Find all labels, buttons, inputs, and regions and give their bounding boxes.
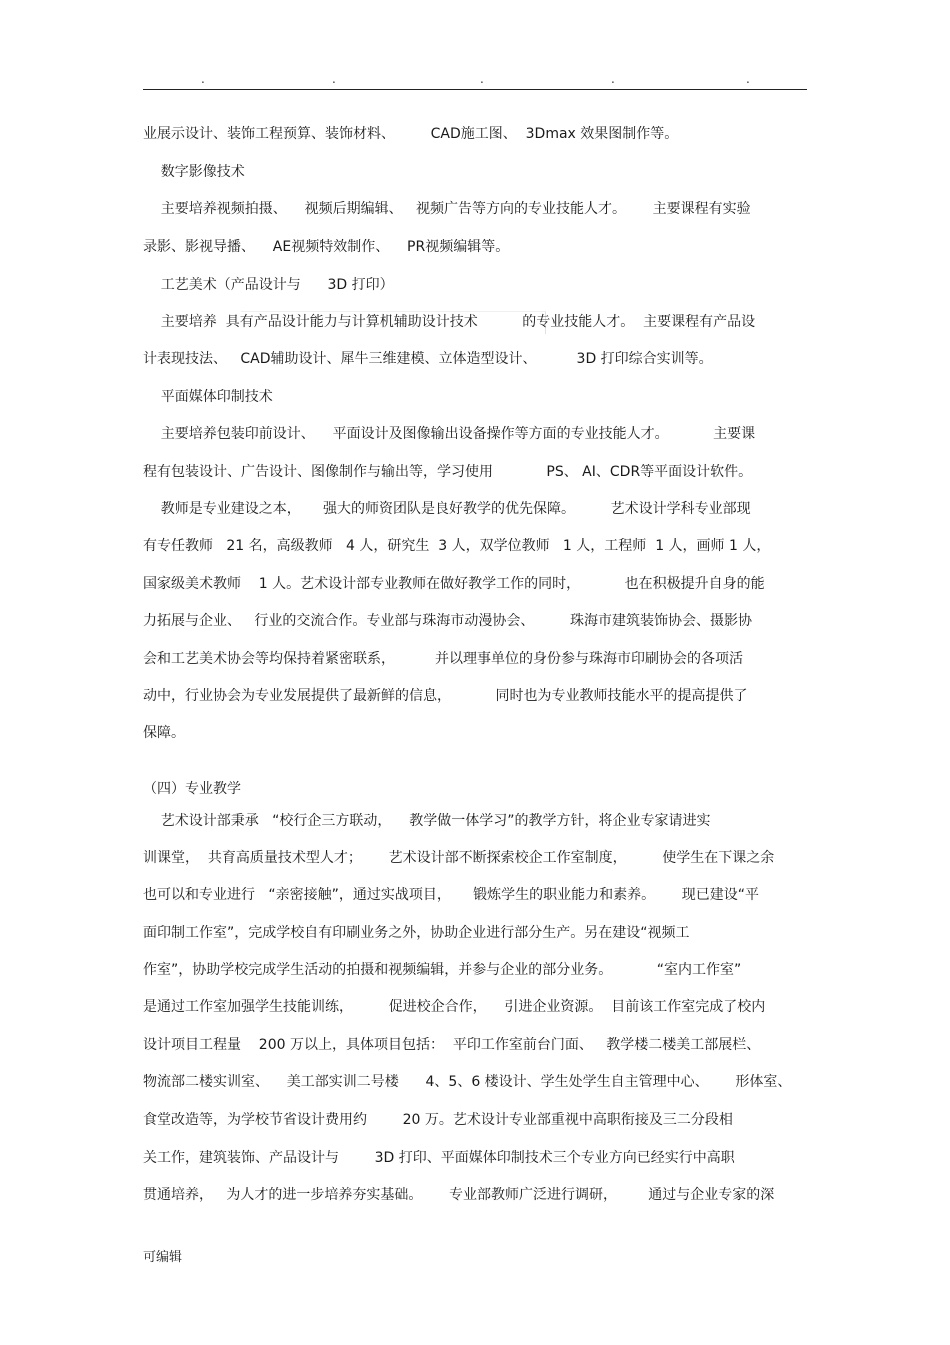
header-dot: .: [611, 72, 615, 86]
body-line: 业展示设计、装饰工程预算、装饰材料、 CAD施工图、 3Dmax 效果图制作等。: [143, 126, 679, 142]
body-line: 训课堂， 共育高质量技术型人才； 艺术设计部不断探索校企工作室制度， 使学生在下课之余: [143, 850, 775, 866]
header-rule: [143, 89, 807, 90]
body-line: 也可以和专业进行 “亲密接触”，通过实战项目， 锻炼学生的职业能力和素养。 现已建设“平: [143, 887, 760, 903]
body-line: 面印制工作室”，完成学校自有印刷业务之外，协助企业进行部分生产。另在建设“视频工: [143, 925, 690, 941]
section-heading: 工艺美术（产品设计与 3D 打印）: [143, 277, 394, 293]
body-line: 主要培养视频拍摄、 视频后期编辑、 视频广告等方向的专业技能人才。 主要课程有实验: [143, 201, 751, 217]
header-dot: .: [332, 72, 336, 86]
body-line: 保障。: [143, 725, 185, 741]
body-line: 关工作，建筑装饰、产品设计与 3D 打印、平面媒体印制技术三个专业方向已经实行中高职: [143, 1150, 735, 1166]
body-line: 设计项目工程量 200 万以上，具体项目包括： 平印工作室前台门面、 教学楼二楼美工部展栏、: [143, 1037, 761, 1053]
body-line: 主要培养包装印前设计、 平面设计及图像输出设备操作等方面的专业技能人才。 主要课: [143, 426, 756, 442]
footer-label: 可编辑: [143, 1250, 183, 1265]
body-line: 国家级美术教师 1 人。艺术设计部专业教师在做好教学工作的同时， 也在积极提升自身的能: [143, 576, 765, 592]
section-heading: 平面媒体印制技术: [143, 389, 273, 405]
body-line: 有专任教师 21 名，高级教师 4 人，研究生 3 人，双学位教师 1 人，工程师 1 人，画师 1 人，: [143, 538, 771, 554]
body-line: 艺术设计部秉承 “校行企三方联动， 教学做一体学习”的教学方针，将企业专家请进实: [143, 813, 711, 829]
header-dot: .: [746, 72, 750, 86]
body-line: 动中，行业协会为专业发展提供了最新鲜的信息， 同时也为专业教师技能水平的提高提供了: [143, 688, 748, 704]
header-dot: .: [201, 72, 205, 86]
body-line: 物流部二楼实训室、 美工部实训二号楼 4、5、6 楼设计、学生处学生自主管理中心、 形体室、: [143, 1074, 792, 1090]
body-line: 贯通培养， 为人才的进一步培养夯实基础。 专业部教师广泛进行调研， 通过与企业专家的深: [143, 1187, 775, 1203]
body-line: 计表现技法、 CAD辅助设计、犀牛三维建模、立体造型设计、 3D 打印综合实训等。: [143, 351, 713, 367]
body-line: 力拓展与企业、 行业的交流合作。专业部与珠海市动漫协会、 珠海市建筑装饰协会、摄影协: [143, 613, 752, 629]
body-line: 教师是专业建设之本， 强大的师资团队是良好教学的优先保障。 艺术设计学科专业部现: [143, 501, 751, 517]
section-heading: （四）专业教学: [143, 781, 241, 797]
body-line: 录影、影视导播、 AE视频特效制作、 PR视频编辑等。: [143, 239, 510, 255]
header-dot: .: [480, 72, 484, 86]
body-line: 食堂改造等，为学校节省设计费用约 20 万。艺术设计专业部重视中高职衔接及三二分段相: [143, 1112, 733, 1128]
body-line: 作室”，协助学校完成学生活动的拍摄和视频编辑，并参与企业的部分业务。 “室内工作室”: [143, 962, 742, 978]
body-line: 主要培养 具有产品设计能力与计算机辅助设计技术 的专业技能人才。 主要课程有产品设: [143, 314, 756, 330]
body-line: 会和工艺美术协会等均保持着紧密联系， 并以理事单位的身份参与珠海市印刷协会的各项活: [143, 651, 744, 667]
header-dots: [143, 72, 807, 86]
section-heading: 数字影像技术: [143, 164, 245, 180]
body-line: 是通过工作室加强学生技能训练， 促进校企合作， 引进企业资源。 目前该工作室完成了校内: [143, 999, 766, 1015]
body-line: 程有包装设计、广告设计、图像制作与输出等，学习使用 PS、 AI、CDR等平面设计软件。: [143, 464, 753, 480]
